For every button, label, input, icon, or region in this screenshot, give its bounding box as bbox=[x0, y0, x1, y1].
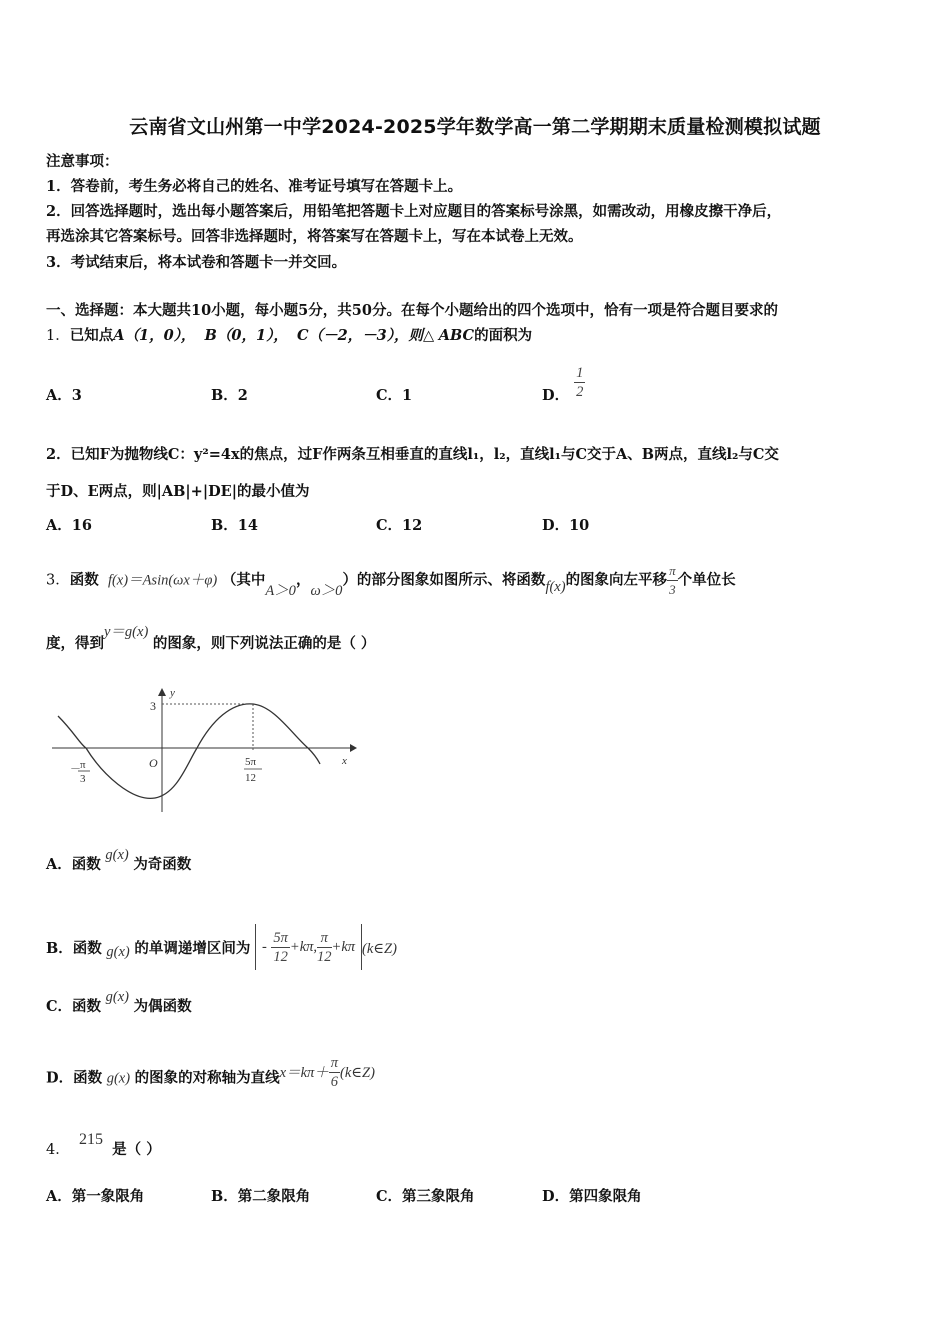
q1-number: 1． bbox=[46, 328, 70, 344]
q3-line2-pre: 度，得到 bbox=[46, 635, 104, 652]
q3-interval-a-den: 12 bbox=[273, 948, 288, 965]
q3-option-b-g: g(x) bbox=[106, 944, 130, 960]
q3-option-a-pre: A．函数 bbox=[46, 856, 101, 873]
xneg-numerator: π bbox=[80, 759, 86, 771]
q1-option-c: C．1 bbox=[376, 387, 413, 404]
xneg-denominator: 3 bbox=[80, 773, 86, 785]
q3-cond-omega: ω＞0 bbox=[310, 582, 343, 599]
q4-option-c: C．第三象限角 bbox=[376, 1188, 475, 1205]
q3-line-2 bbox=[46, 624, 376, 654]
q3-interval-minus: - bbox=[261, 939, 267, 955]
q3-option-d bbox=[46, 1055, 375, 1097]
q4-value: 215 bbox=[78, 1131, 103, 1148]
q3-option-b-interval bbox=[255, 924, 362, 970]
q2-option-c: C．12 bbox=[376, 517, 423, 534]
q3-comma: ， bbox=[295, 571, 311, 589]
q3-cond-a: A＞0 bbox=[265, 582, 296, 599]
notice-item-1: 1．答卷前，考生务必将自己的姓名、准考证号填写在答题卡上。 bbox=[46, 178, 463, 195]
q3-shift-fraction bbox=[667, 562, 678, 599]
q3-option-d-den: 6 bbox=[330, 1074, 339, 1090]
q4-option-a: A．第一象限角 bbox=[46, 1188, 145, 1205]
xpos-denominator: 12 bbox=[245, 772, 256, 784]
y-axis-arrow bbox=[158, 688, 166, 696]
q3-pre: 函数 bbox=[69, 571, 99, 589]
q4-option-d: D．第四象限角 bbox=[542, 1188, 642, 1205]
q3-option-c-tail: 为偶函数 bbox=[133, 998, 192, 1015]
q3-option-b bbox=[46, 926, 397, 972]
y-axis-label: y bbox=[170, 687, 175, 699]
notice-item-3: 3．考试结束后，将本试卷和答题卡一并交回。 bbox=[46, 254, 347, 271]
xpos-numerator: 5π bbox=[245, 756, 257, 768]
section-heading: 一、选择题：本大题共10小题，每小题5分，共50分。在每个小题给出的四个选项中，恰有一项是符合题目要求的 bbox=[46, 302, 778, 319]
q3-interval-b-den: 12 bbox=[317, 948, 332, 965]
q3-option-b-pre: B．函数 bbox=[46, 940, 102, 957]
q3-shift-numerator: π bbox=[667, 562, 678, 581]
q3-option-d-x: x＝kπ＋ bbox=[279, 1064, 329, 1081]
q3-option-d-num: π bbox=[330, 1055, 339, 1071]
q3-cond-pre: （其中 bbox=[221, 571, 266, 589]
q3-function-def: f(x)＝Asin(ωx＋φ) bbox=[107, 572, 218, 589]
q3-option-d-g: g(x) bbox=[106, 1070, 131, 1087]
q3-option-a bbox=[46, 847, 192, 875]
q2-option-d: D．10 bbox=[542, 517, 590, 534]
q3-shift-denominator: 3 bbox=[669, 582, 676, 597]
q3-option-c-pre: C．函数 bbox=[46, 998, 102, 1015]
q3-interval-mid: +kπ, bbox=[289, 939, 318, 955]
q3-option-d-pre: D．函数 bbox=[46, 1069, 103, 1087]
q3-interval-a-num: 5π bbox=[273, 929, 288, 946]
q1-point-b: B（0，1）， bbox=[204, 327, 288, 344]
notice-item-2a: 2．回答选择题时，选出每小题答案后，用铅笔把答题卡上对应题目的答案标号涂黑，如需改动，用橡皮擦干净后， bbox=[46, 203, 782, 220]
q4-tail: 是（ ） bbox=[112, 1141, 161, 1158]
q1-option-d-label: D． bbox=[542, 387, 570, 404]
q3-option-d-k: (k∈Z) bbox=[340, 1064, 375, 1081]
q3-interval-end: +kπ bbox=[331, 939, 356, 955]
q1-option-d-denominator: 2 bbox=[576, 384, 584, 400]
q1-point-c: C（－2，－3），则△ bbox=[297, 327, 435, 344]
q3-interval-frac-b bbox=[317, 929, 332, 966]
ymax-label: 3 bbox=[150, 699, 156, 713]
q2-option-b: B．14 bbox=[211, 517, 258, 534]
q3-fx: f(x) bbox=[545, 578, 566, 595]
q3-option-d-frac bbox=[329, 1054, 340, 1091]
q3-line-1 bbox=[46, 562, 736, 599]
q3-interval-b-num: π bbox=[317, 929, 332, 948]
x-axis-label: x bbox=[342, 755, 347, 767]
q1-tail: 的面积为 bbox=[474, 327, 533, 344]
q3-option-b-mid: 的单调递增区间为 bbox=[134, 940, 251, 957]
q3-option-b-k: (k∈Z) bbox=[362, 941, 397, 957]
q1-option-d-numerator: 1 bbox=[576, 365, 584, 381]
notice-heading: 注意事项： bbox=[46, 153, 119, 170]
question-4 bbox=[46, 1131, 161, 1160]
q3-option-c-g: g(x) bbox=[105, 989, 129, 1005]
origin-label: O bbox=[149, 756, 158, 770]
q1-triangle: ABC bbox=[438, 327, 475, 344]
q1-option-b: B．2 bbox=[211, 387, 248, 404]
q3-option-a-g: g(x) bbox=[105, 847, 129, 863]
q3-unit: 个单位长 bbox=[677, 571, 736, 589]
q4-option-b: B．第二象限角 bbox=[211, 1188, 311, 1205]
q3-option-a-tail: 为奇函数 bbox=[133, 856, 192, 873]
q3-mid: ）的部分图象如图所示、将函数 bbox=[342, 571, 546, 589]
q3-shift: 的图象向左平移 bbox=[565, 571, 668, 589]
q1-option-a: A．3 bbox=[46, 387, 82, 404]
question-1 bbox=[46, 326, 532, 346]
q2-option-a: A．16 bbox=[46, 517, 92, 534]
q1-option-d-fraction bbox=[574, 364, 585, 401]
sine-curve bbox=[58, 704, 320, 799]
q3-gx-def: y＝g(x) bbox=[104, 624, 149, 640]
q3-line2-tail: 的图象，则下列说法正确的是（ ） bbox=[152, 635, 376, 652]
sine-graph bbox=[52, 684, 362, 814]
x-axis-arrow bbox=[350, 744, 357, 752]
q2-line-2: 于D、E两点，则|AB|+|DE|的最小值为 bbox=[46, 483, 310, 500]
q3-option-d-mid: 的图象的对称轴为直线 bbox=[134, 1069, 280, 1087]
q3-interval-frac-a bbox=[271, 929, 290, 966]
q2-line-1: 2．已知F为抛物线C：y²=4x的焦点，过F作两条互相垂直的直线l₁，l₂，直线l₁与C交于A、B两点，直线l₂与C交 bbox=[46, 446, 779, 463]
q4-number: 4． bbox=[46, 1142, 70, 1158]
q3-number: 3． bbox=[46, 572, 70, 589]
q3-option-c bbox=[46, 989, 192, 1017]
q1-option-d bbox=[542, 364, 585, 406]
page-title: 云南省文山州第一中学2024-2025学年数学高一第二学期期末质量检测模拟试题 bbox=[129, 116, 821, 138]
q1-text: 已知点 bbox=[69, 327, 114, 344]
q1-point-a: A（1，0）， bbox=[113, 327, 196, 344]
xneg-sign: － bbox=[70, 763, 81, 775]
notice-item-2b: 再选涂其它答案标号。回答非选择题时，将答案写在答题卡上，写在本试卷上无效。 bbox=[46, 228, 583, 245]
